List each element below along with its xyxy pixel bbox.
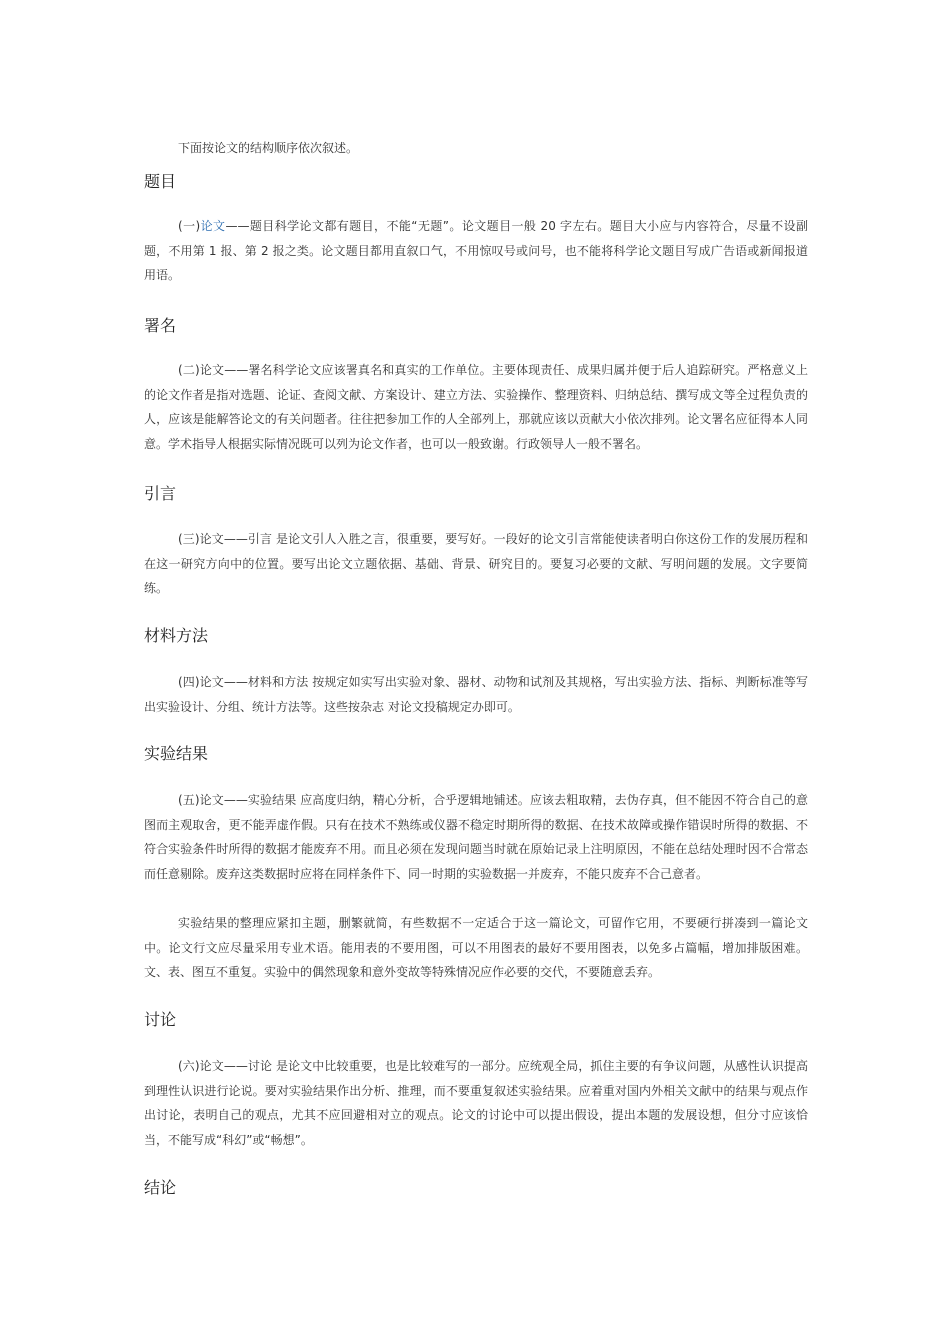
heading-methods: 材料方法 [144, 626, 209, 645]
paragraph-results-2: 实验结果的整理应紧扣主题，删繁就简，有些数据不一定适合于这一篇论文，可留作它用，不要硬行拼凑到一篇论文中。论文行文应尽量采用专业术语。能用表的不要用图，可以不用图表的最好不要用图表，以免多占篇幅，增加排版困难。文、表、图互不重复。实验中的偶然现象和意外变故等特殊情况应作必要的交代，不要随意丢弃。 [144, 916, 808, 979]
paragraph-prefix: (一) [178, 219, 201, 233]
paper-link[interactable]: 论文 [200, 219, 226, 233]
paragraph-introduction: (三)论文——引言 是论文引人入胜之言，很重要，要写好。一段好的论文引言常能使读者明白你这份工作的发展历程和在这一研究方向中的位置。要写出论文立题依据、基础、背景、研究目的。要复习必要的文献、写明问题的发展。文字要简练。 [144, 532, 808, 595]
paragraph-author: (二)论文——署名科学论文应该署真名和真实的工作单位。主要体现责任、成果归属并便于后人追踪研究。严格意义上的论文作者是指对选题、论证、查阅文献、方案设计、建立方法、实验操作、整理资料、归纳总结、撰写成文等全过程负责的人，应该是能解答论文的有关问题者。往往把参加工作的人全部列上，那就应该以贡献大小依次排列。论文署名应征得本人同意。学术指导人根据实际情况既可以列为论文作者，也可以一般致谢。行政领导人一般不署名。 [144, 363, 808, 451]
heading-author: 署名 [144, 316, 177, 335]
heading-results: 实验结果 [144, 744, 209, 763]
paragraph-methods: (四)论文——材料和方法 按规定如实写出实验对象、器材、动物和试剂及其规格，写出实验方法、指标、判断标准等写出实验设计、分组、统计方法等。这些按杂志 对论文投稿规定办即可。 [144, 675, 808, 714]
paragraph-title [144, 214, 808, 288]
heading-discussion: 讨论 [144, 1010, 177, 1029]
paragraph-text: ——题目科学论文都有题目，不能“无题”。论文题目一般 20 字左右。题目大小应与内容符合，尽量不设副题，不用第 1 报、第 2 报之类。论文题目都用直叙口气，不用惊叹号或问号，也不能将科学论文题目写成广告语或新闻报道用语。 [144, 219, 808, 282]
paragraph-results-1: (五)论文——实验结果 应高度归纳，精心分析，合乎逻辑地铺述。应该去粗取精，去伪存真，但不能因不符合自己的意图而主观取舍，更不能弄虚作假。只有在技术不熟练或仪器不稳定时期所得的数据、在技术故障或操作错误时所得的数据、不符合实验条件时所得的数据才能废弃不用。而且必须在发现问题当时就在原始记录上注明原因，不能在总结处理时因不合常态而任意剔除。废弃这类数据时应将在同样条件下、同一时期的实验数据一并废弃，不能只废弃不合己意者。 [144, 793, 808, 881]
paragraph-discussion: (六)论文——讨论 是论文中比较重要，也是比较难写的一部分。应统观全局，抓住主要的有争议问题，从感性认识提高到理性认识进行论说。要对实验结果作出分析、推理，而不要重复叙述实验结果。应着重对国内外相关文献中的结果与观点作出讨论，表明自己的观点，尤其不应回避相对立的观点。论文的讨论中可以提出假设，提出本题的发展设想，但分寸应该恰当，不能写成“科幻”或“畅想”。 [144, 1059, 808, 1147]
intro-text: 下面按论文的结构顺序依次叙述。 [178, 141, 359, 155]
heading-introduction: 引言 [144, 484, 177, 503]
heading-conclusion: 结论 [144, 1178, 177, 1197]
heading-title: 题目 [144, 172, 177, 191]
